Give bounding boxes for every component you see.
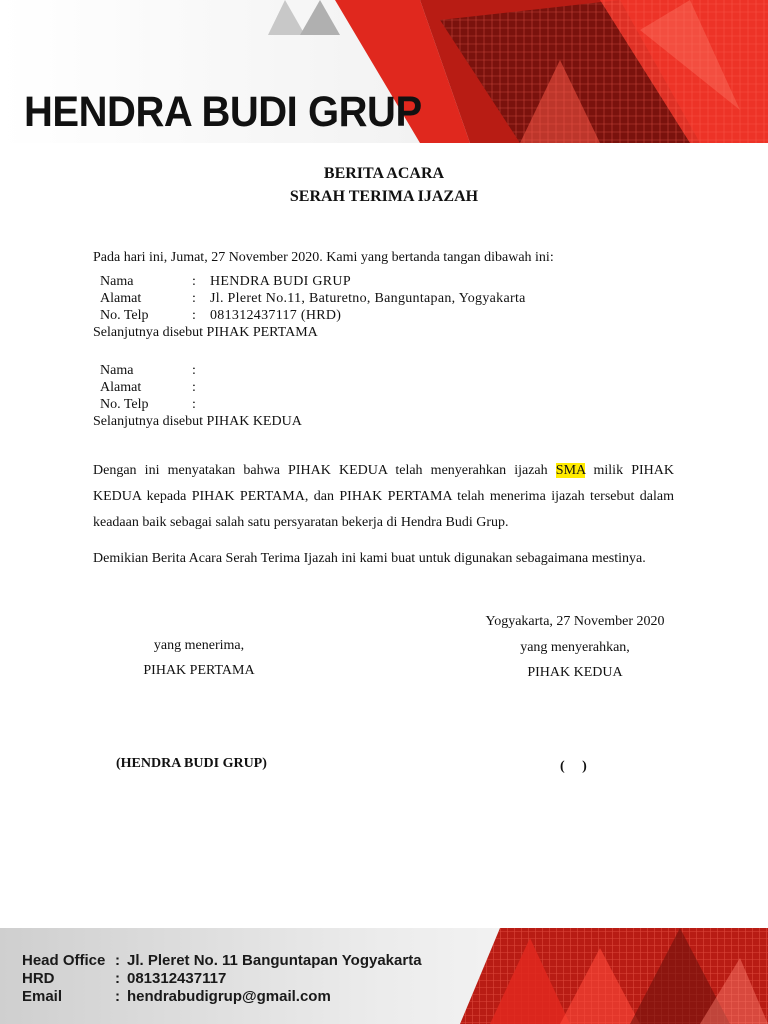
intro-text: Pada hari ini, Jumat, 27 November 2020. Kami yang bertanda tangan dibawah ini: (93, 250, 554, 265)
company-name: HENDRA BUDI GRUP (24, 88, 422, 136)
footer-value: 081312437117 (127, 970, 227, 987)
left-signer-role: yang menerima, (153, 638, 245, 653)
right-signer-name: ( ) (560, 759, 587, 774)
footer-colon: : (115, 970, 120, 987)
certificate-level-highlight: SMA (555, 463, 586, 478)
statement-paragraph (93, 458, 674, 536)
place-date: Yogyakarta, 27 November 2020 (485, 614, 665, 629)
field-label: Nama (100, 363, 134, 378)
footer-key: Email (22, 988, 63, 1005)
field-colon: : (192, 380, 196, 395)
closing-paragraph: Demikian Berita Acara Serah Terima Ijazah ini kami buat untuk digunakan sebagaimana mestinya. (93, 551, 646, 566)
right-signer-role: yang menyerahkan, (520, 640, 630, 655)
field-colon: : (192, 308, 196, 323)
field-label: Nama (100, 274, 134, 289)
left-signer-name: (HENDRA BUDI GRUP) (116, 756, 267, 771)
field-label: No. Telp (100, 308, 149, 323)
party-1-designation: Selanjutnya disebut PIHAK PERTAMA (93, 325, 318, 340)
field-value: HENDRA BUDI GRUP (210, 274, 351, 289)
statement-text-after: milik PIHAK KEDUA kepada PIHAK PERTAMA, dan PIHAK PERTAMA telah menerima ijazah tersebut dalam keadaan baik sebagai salah satu persyaratan bekerja di Hendra Budi Grup. (93, 463, 674, 530)
field-label: Alamat (100, 380, 142, 395)
field-label: Alamat (100, 291, 142, 306)
field-value: 081312437117 (HRD) (210, 308, 342, 323)
right-signer-party: PIHAK KEDUA (527, 665, 623, 680)
field-colon: : (192, 397, 196, 412)
footer-key: HRD (22, 970, 55, 987)
title-line-1: BERITA ACARA (323, 165, 445, 182)
footer-key: Head Office (22, 952, 106, 969)
party-2-designation: Selanjutnya disebut PIHAK KEDUA (93, 414, 302, 429)
field-colon: : (192, 274, 196, 289)
statement-text-before: Dengan ini menyatakan bahwa PIHAK KEDUA telah menyerahkan ijazah (93, 463, 556, 478)
title-line-2: SERAH TERIMA IJAZAH (289, 188, 479, 205)
footer-value: Jl. Pleret No. 11 Banguntapan Yogyakarta (127, 952, 422, 969)
footer-colon: : (115, 952, 120, 969)
letterhead-footer (0, 928, 768, 1024)
left-signer-party: PIHAK PERTAMA (143, 663, 255, 678)
field-colon: : (192, 291, 196, 306)
field-value: Jl. Pleret No.11, Baturetno, Banguntapan, Yogyakarta (210, 291, 526, 306)
field-colon: : (192, 363, 196, 378)
field-label: No. Telp (100, 397, 149, 412)
footer-colon: : (115, 988, 120, 1005)
letterhead-header (0, 0, 768, 143)
footer-value: hendrabudigrup@gmail.com (127, 988, 331, 1005)
document-title (0, 162, 768, 208)
